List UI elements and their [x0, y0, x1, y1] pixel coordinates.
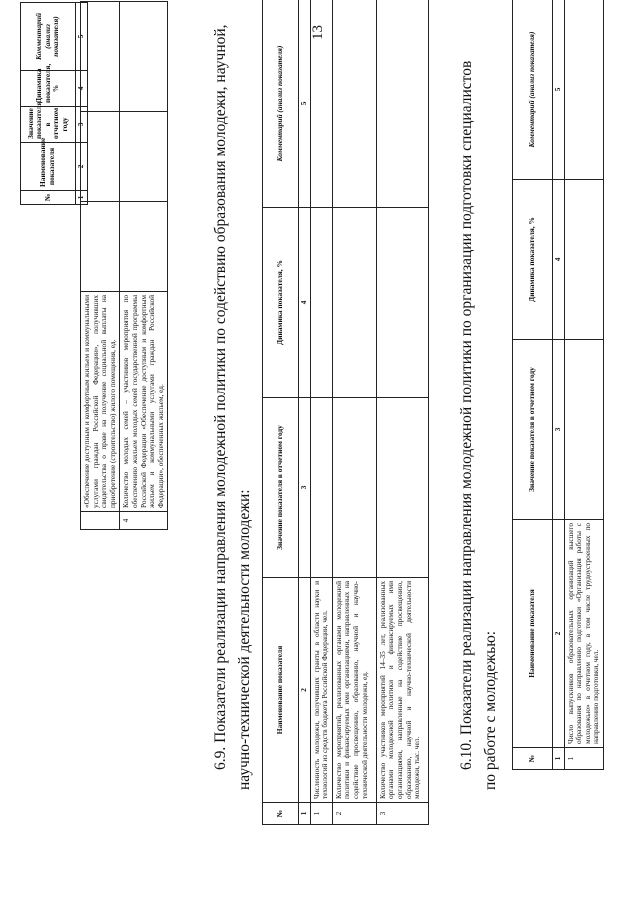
table-housing-rows: [80, 1, 168, 530]
table-row-dynamics: [81, 112, 120, 202]
table-science-indicators: [262, 0, 429, 825]
col-num-5: 5: [76, 3, 88, 71]
col-num-4: 4: [299, 208, 311, 398]
table-specialists-indicators: [512, 0, 604, 770]
col-header-num: №: [263, 803, 299, 825]
col-header-dynamics: Динамика показателя, %: [21, 71, 76, 107]
table-row-dynamics: [120, 112, 168, 202]
table-row-name: «Обеспечение доступным и комфортным жильем и коммунальными услугами граждан Российской Федерации», получивших свидетельства о праве на получение социальной выплаты на приобретение (строительство) жилого помещения, ед.: [81, 292, 120, 512]
section-6-9-heading-line2: научно-технической деятельности молодежи:: [236, 489, 253, 790]
table-row-value: [310, 398, 332, 578]
col-num-2: 2: [76, 143, 88, 191]
col-header-name: Наименование показателя: [263, 578, 299, 803]
table-row-num: 4: [120, 512, 168, 530]
table-row-value: [564, 340, 603, 520]
table-row-dynamics: [332, 208, 376, 398]
table-row-value: [120, 202, 168, 292]
table-row-comment: [376, 0, 428, 208]
table-row-num: 2: [332, 803, 376, 825]
col-num-1: 1: [553, 748, 565, 770]
table-row-comment: [564, 0, 603, 180]
col-header-value: Значение показателя в отчетном году: [513, 340, 553, 520]
col-header-comment: Комментарий (анализ показателя): [263, 0, 299, 208]
table-row-name: Количество молодых семей – участников мероприятия по обеспечению жильем молодых семей государственной программы Российской Федерации «Обеспечение доступным и комфортным жильем и коммунальными услугами граждан Российской Федерации», обеспеченных жильем, ед.: [120, 292, 168, 512]
col-header-num: №: [21, 191, 76, 205]
table-row-dynamics: [564, 180, 603, 340]
table-row-value: [376, 398, 428, 578]
col-num-3: 3: [299, 398, 311, 578]
col-header-value: Значение показателя в отчетном году: [263, 398, 299, 578]
table-row-comment: [310, 0, 332, 208]
table-row-num: 1: [310, 803, 332, 825]
table-row-comment: [81, 2, 120, 112]
table-row-name: Число выпускников образовательных организаций высшего образования по направлению подготовки «Организация работы с молодежью» в отчетном году, в том числе трудоустроенных по направлению подготовки, чел.: [564, 520, 603, 748]
table-row-name: Численность молодежи, получивших гранты в области науки и технологий из средств бюджета Российской Федерации, чел.: [310, 578, 332, 803]
col-header-dynamics: Динамика показателя, %: [263, 208, 299, 398]
table-row-num: 3: [376, 803, 428, 825]
table-row-name: Количество участников мероприятий 14–35 лет, реализованных органами молодежной политики и финансируемых ими организациями, направленные на содействие просвещению, образованию, научной и научно-технической деятельности молодежи, тыс. чел.: [376, 578, 428, 803]
col-num-3: 3: [76, 107, 88, 143]
page-number: 13: [310, 25, 326, 40]
col-num-4: 4: [553, 180, 565, 340]
section-6-10-heading-line1: 6.10. Показатели реализации направления молодежной политики по организации подготовки специалистов: [458, 60, 475, 770]
table-row-dynamics: [376, 208, 428, 398]
col-header-comment: Комментарий (анализ показателя): [513, 0, 553, 180]
col-header-value: Значение показателя в отчетном году: [21, 107, 76, 143]
section-6-9-heading-line1: 6.9. Показатели реализации направления молодежной политики по содействию образования молодежи, научной,: [212, 24, 229, 770]
table-row-num: [81, 512, 120, 530]
table-row-value: [332, 398, 376, 578]
col-num-2: 2: [299, 578, 311, 803]
col-num-2: 2: [553, 520, 565, 748]
table-row-name: Количество мероприятий, реализованных органами молодежной политики и финансируемых ими организациями, направленных на содействие просвещению, образованию, научной и научно-технической деятельности молодежи, ед.: [332, 578, 376, 803]
table-row-value: [81, 202, 120, 292]
table-row-num: 1: [564, 748, 603, 770]
col-num-1: 1: [299, 803, 311, 825]
col-num-5: 5: [553, 0, 565, 180]
table-row-dynamics: [310, 208, 332, 398]
table-row-comment: [120, 2, 168, 112]
col-header-name: Наименование показателя: [513, 520, 553, 748]
section-6-10-heading-line2: по работе с молодежью:: [482, 630, 499, 790]
col-header-comment: Комментарий (анализ показателя): [21, 3, 76, 71]
col-num-3: 3: [553, 340, 565, 520]
col-num-4: 4: [76, 71, 88, 107]
table-housing-indicators: [20, 2, 88, 205]
col-header-name: Наименование показателя: [21, 143, 76, 191]
table-row-comment: [332, 0, 376, 208]
col-header-num: №: [513, 748, 553, 770]
col-num-5: 5: [299, 0, 311, 208]
col-num-1: 1: [76, 191, 88, 205]
col-header-dynamics: Динамика показателя, %: [513, 180, 553, 340]
